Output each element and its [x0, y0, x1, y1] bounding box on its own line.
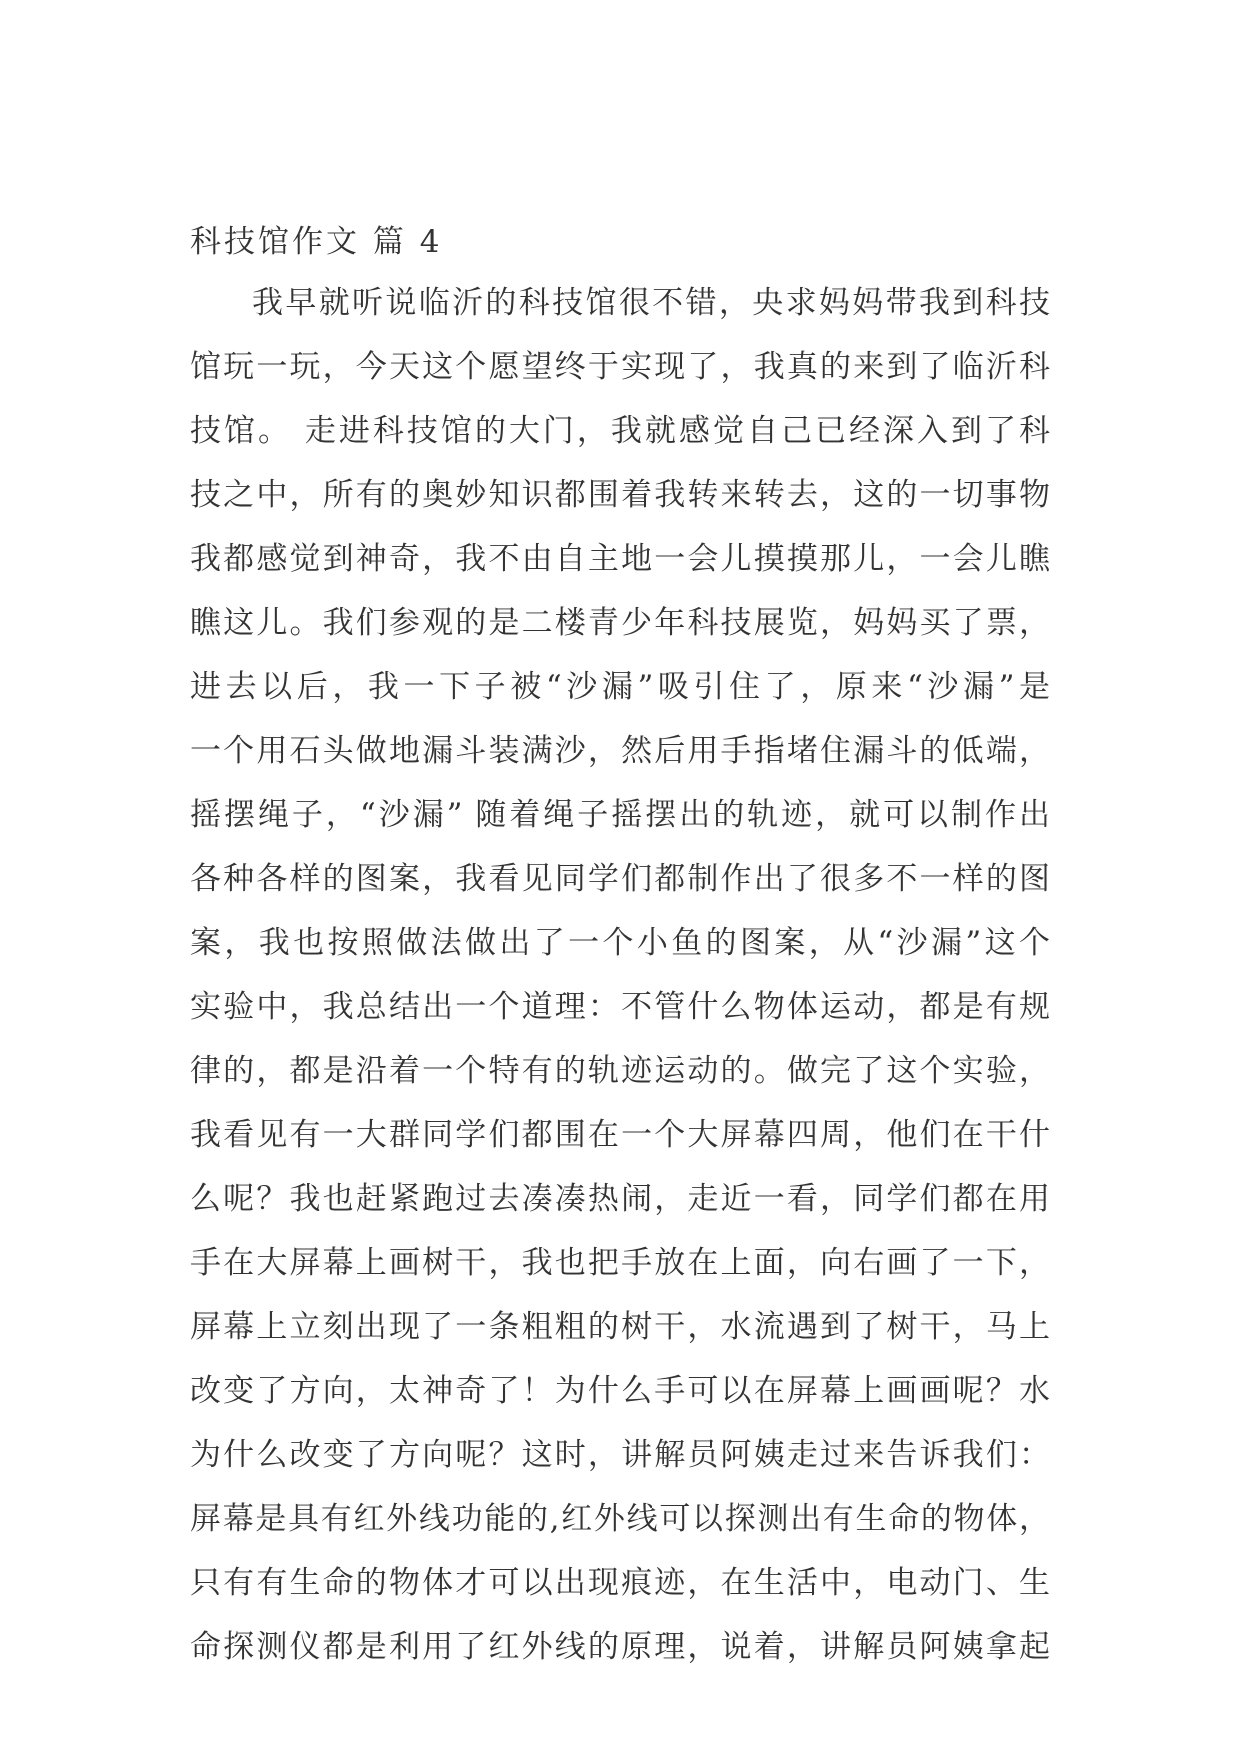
essay-line: 只有有生命的物体才可以出现痕迹，在生活中，电动门、生 [190, 1565, 1050, 1601]
essay-line: 改变了方向，太神奇了！为什么手可以在屏幕上画画呢？水 [190, 1373, 1050, 1409]
essay-line: 屏幕上立刻出现了一条粗粗的树干，水流遇到了树干，马上 [190, 1309, 1050, 1345]
essay-line: 进去以后，我一下子被“沙漏”吸引住了，原来“沙漏”是 [190, 669, 1050, 705]
essay-line: 屏幕是具有红外线功能的,红外线可以探测出有生命的物体， [190, 1501, 1050, 1537]
essay-line: 技之中，所有的奥妙知识都围着我转来转去，这的一切事物 [190, 477, 1050, 513]
essay-body [190, 271, 1050, 1679]
essay-line: 我看见有一大群同学们都围在一个大屏幕四周，他们在干什 [190, 1117, 1050, 1153]
essay-line: 摇摆绳子，“沙漏” 随着绳子摇摆出的轨迹，就可以制作出 [190, 797, 1050, 833]
essay-line: 我早就听说临沂的科技馆很不错，央求妈妈带我到科技 [252, 285, 1050, 321]
essay-line: 技馆。 走进科技馆的大门，我就感觉自己已经深入到了科 [190, 413, 1050, 449]
essay-line: 律的，都是沿着一个特有的轨迹运动的。做完了这个实验， [190, 1053, 1050, 1089]
essay-title: 科技馆作文 篇 4 [190, 224, 443, 260]
essay-line: 命探测仪都是利用了红外线的原理，说着，讲解员阿姨拿起 [190, 1629, 1050, 1665]
essay-line: 手在大屏幕上画树干，我也把手放在上面，向右画了一下， [190, 1245, 1050, 1281]
essay-line: 么呢？我也赶紧跑过去凑凑热闹，走近一看，同学们都在用 [190, 1181, 1050, 1217]
essay-line: 为什么改变了方向呢？这时，讲解员阿姨走过来告诉我们： [190, 1437, 1050, 1473]
essay-line: 一个用石头做地漏斗装满沙，然后用手指堵住漏斗的低端， [190, 733, 1050, 769]
essay-line: 我都感觉到神奇，我不由自主地一会儿摸摸那儿，一会儿瞧 [190, 541, 1050, 577]
essay-line: 馆玩一玩，今天这个愿望终于实现了，我真的来到了临沂科 [190, 349, 1050, 385]
essay-line: 各种各样的图案，我看见同学们都制作出了很多不一样的图 [190, 861, 1050, 897]
essay-line: 瞧这儿。我们参观的是二楼青少年科技展览，妈妈买了票， [190, 605, 1050, 641]
essay-line: 案，我也按照做法做出了一个小鱼的图案，从“沙漏”这个 [190, 925, 1050, 961]
essay-line: 实验中，我总结出一个道理：不管什么物体运动，都是有规 [190, 989, 1050, 1025]
